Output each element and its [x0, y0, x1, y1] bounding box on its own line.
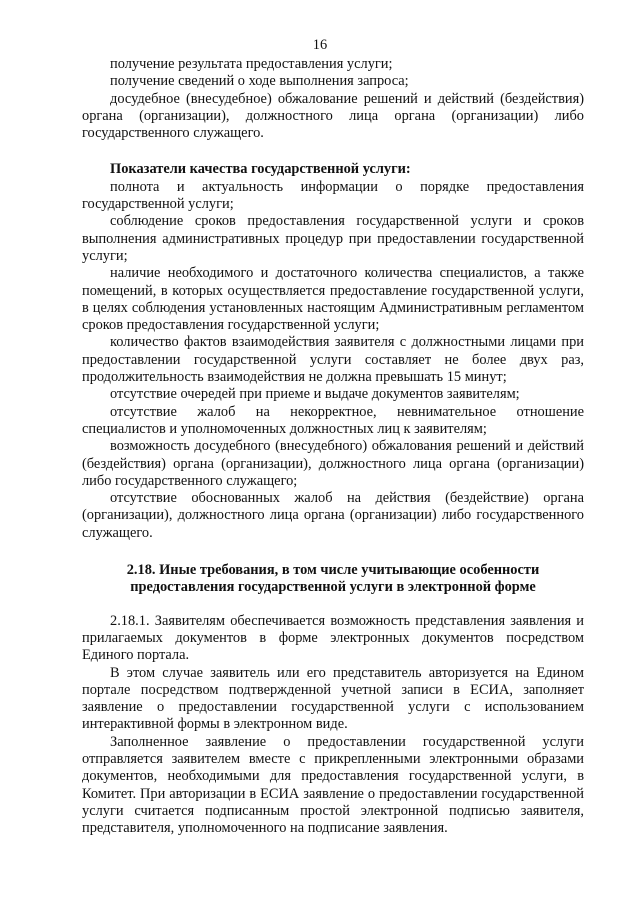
section-paragraph: Заполненное заявление о предоставлении государственной услуги отправляется заявителем вместе с прикрепленными электронными образами документов, необходимыми для предоставления государственной услуги, в Комитет. При авторизации в ЕСИА заявление о предоставлении государственной услуги считается подписанным простой электронной подписью заявителя, представителя, уполномоченного на подписание заявления.	[82, 733, 584, 837]
section-heading-line1: 2.18. Иные требования, в том числе учитывающие особенности	[126, 562, 540, 579]
document-body	[82, 56, 584, 837]
quality-item: отсутствие жалоб на некорректное, невнимательное отношение специалистов и уполномоченных должностных лиц к заявителям;	[82, 403, 584, 437]
quality-item: соблюдение сроков предоставления государственной услуги и сроков выполнения административных процедур при предоставлении государственной услуги;	[82, 213, 584, 264]
section-paragraph: 2.18.1. Заявителям обеспечивается возможность представления заявления и прилагаемых документов в форме электронных документов посредством Единого портала.	[82, 612, 584, 664]
quality-item: полнота и актуальность информации о порядке предоставления государственной услуги;	[82, 178, 584, 213]
quality-item: возможность досудебного (внесудебного) обжалования решений и действий (бездействия) органа (организации), должностного лица органа (организации) либо государственного служащего;	[82, 438, 584, 489]
section-heading-line2: предоставления государственной услуги в электронной форме	[130, 579, 536, 596]
quality-item: отсутствие очередей при приеме и выдаче документов заявителям;	[110, 386, 520, 403]
paragraph-status-info: получение сведений о ходе выполнения запроса;	[110, 73, 409, 90]
section-paragraph: В этом случае заявитель или его представитель авторизуется на Едином портале посредством подтвержденной учетной записи в ЕСИА, заполняет заявление о предоставлении государственной услуги с использованием интерактивной формы в электронном виде.	[82, 664, 584, 733]
paragraph-result: получение результата предоставления услуги;	[110, 56, 393, 72]
paragraph-appeal: досудебное (внесудебное) обжалование решений и действий (бездействия) органа (организации), должностного лица органа (организации) либо государственного служащего.	[82, 90, 584, 142]
quality-item: отсутствие обоснованных жалоб на действия (бездействие) органа (организации), должностного лица органа (организации) либо государственного служащего.	[82, 490, 584, 541]
page-number: 16	[312, 37, 328, 53]
quality-item: наличие необходимого и достаточного количества специалистов, а также помещений, в которых осуществляется предоставление государственной услуги, в целях соблюдения установленных настоящим Административным регламентом сроков предоставления государственной услуги;	[82, 265, 584, 334]
quality-heading: Показатели качества государственной услуги:	[110, 161, 411, 178]
quality-item: количество фактов взаимодействия заявителя с должностными лицами при предоставлении государственной услуги составляет не более двух раз, продолжительность взаимодействия не должна превышать 15 минут;	[82, 334, 584, 386]
